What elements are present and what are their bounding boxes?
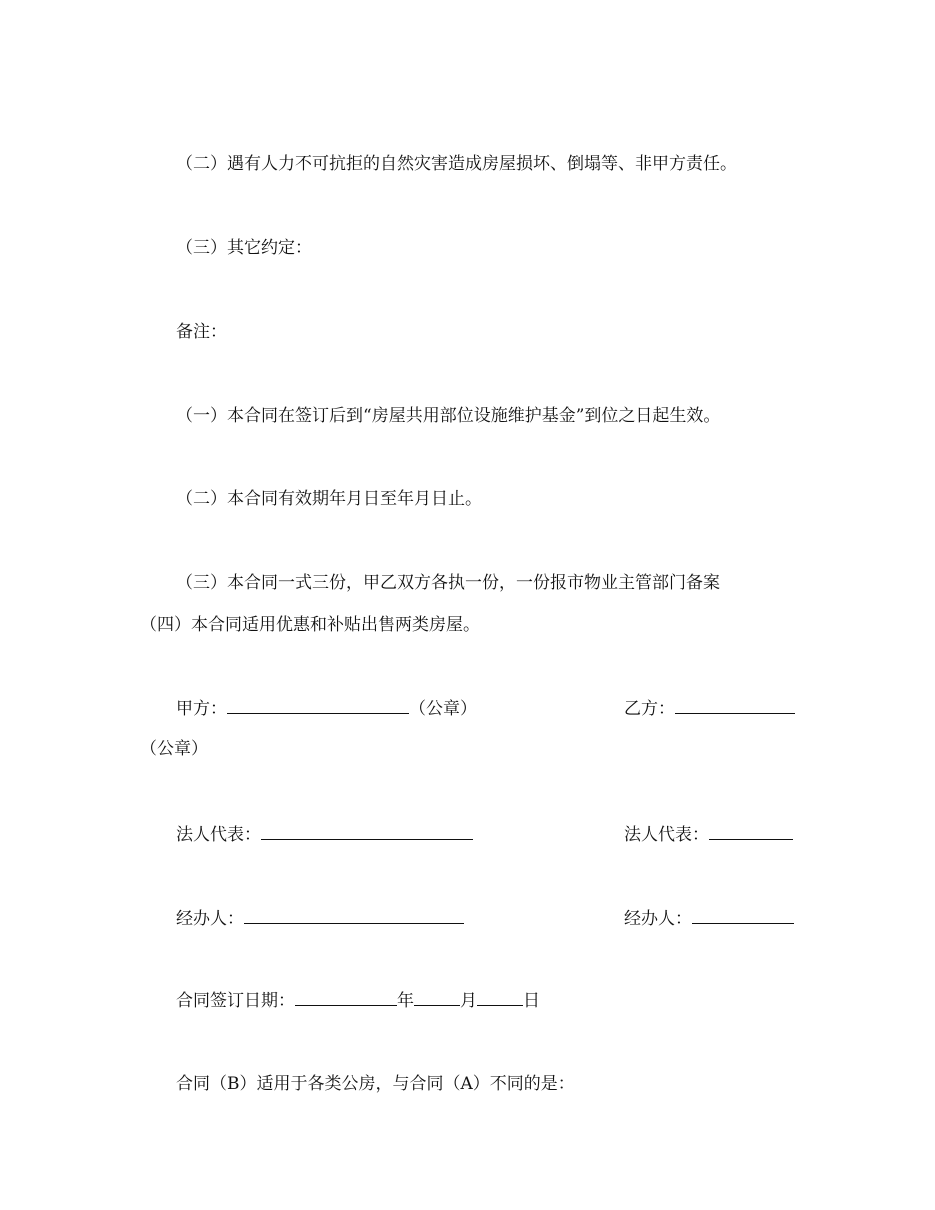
legal-rep-a-label: 法人代表： (176, 825, 261, 845)
legal-rep-b-label: 法人代表： (624, 825, 709, 845)
handler-a-blank (244, 906, 464, 924)
notes-heading: 备注： (176, 322, 227, 342)
signing-date-label: 合同签订日期： (176, 991, 295, 1011)
day-blank (477, 988, 523, 1006)
legal-rep-a-blank (261, 822, 473, 840)
day-label: 日 (523, 991, 540, 1011)
legal-rep-b-blank (709, 822, 793, 840)
party-b-blank (675, 696, 795, 714)
paragraph-copies: （三）本合同一式三份，甲乙双方各执一份，一份报市物业主管部门备案 (176, 573, 720, 593)
year-label: 年 (397, 991, 414, 1011)
handler-b-row (624, 906, 794, 931)
signing-date-row (176, 988, 540, 1013)
handler-b-blank (692, 906, 794, 924)
party-b-row (624, 696, 795, 721)
month-label: 月 (460, 991, 477, 1011)
handler-a-row (176, 906, 464, 931)
handler-a-label: 经办人： (176, 909, 244, 929)
legal-rep-b-row (624, 822, 793, 847)
paragraph-applicability: （四）本合同适用优惠和补贴出售两类房屋。 (140, 615, 480, 635)
party-a-blank (227, 696, 409, 714)
year-blank (295, 988, 397, 1006)
party-a-seal: （公章） (409, 699, 477, 719)
party-a-label: 甲方： (176, 699, 227, 719)
legal-rep-a-row (176, 822, 473, 847)
party-b-seal: （公章） (140, 739, 208, 759)
paragraph-contract-b: 合同（B）适用于各类公房，与合同（A）不同的是： (176, 1074, 575, 1094)
paragraph-effective: （一）本合同在签订后到“房屋共用部位设施维护基金”到位之日起生效。 (176, 406, 721, 426)
paragraph-validity: （二）本合同有效期年月日至年月日止。 (176, 489, 482, 509)
handler-b-label: 经办人： (624, 909, 692, 929)
party-a-row (176, 696, 477, 721)
paragraph-other-terms: （三）其它约定： (176, 238, 312, 258)
party-b-label: 乙方： (624, 699, 675, 719)
paragraph-force-majeure: （二）遇有人力不可抗拒的自然灾害造成房屋损坏、倒塌等、非甲方责任。 (176, 154, 737, 174)
month-blank (414, 988, 460, 1006)
